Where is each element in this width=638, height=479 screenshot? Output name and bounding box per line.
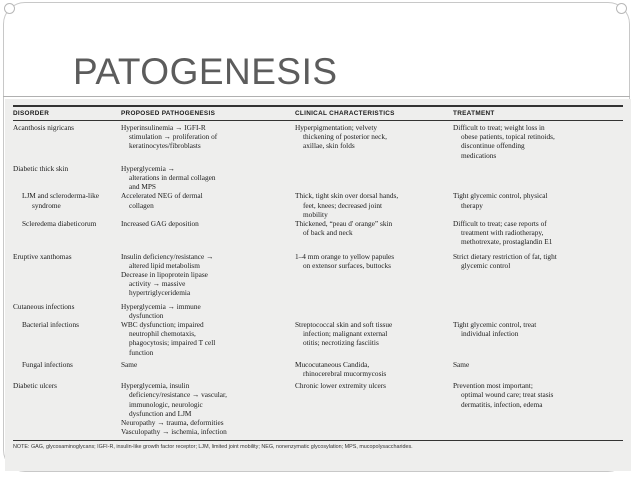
treatment-cell [453,164,603,192]
disorder-label: Diabetic thick skin [13,163,69,173]
table-row [13,191,623,219]
clinical-line: Chronic lower extremity ulcers [295,381,386,391]
disorder-label: Acanthosis nigricans [13,123,74,132]
clinical-line: Mucocutaneous Candida, [295,359,370,369]
clinical-line: Hyperpigmentation; velvety [295,123,378,132]
treatment-cell [453,302,603,320]
pathogenesis-line: Same [121,359,138,369]
table-row [13,302,623,320]
pathogenesis-line: Vasculopathy → ischemia, infection [121,427,227,437]
pathogenesis-line: dysfunction [129,310,164,320]
treatment-cell [453,123,603,160]
table-row [13,252,623,298]
pathogenesis-line: dysfunction and LJM [129,408,192,418]
pathogenesis-line: WBC dysfunction; impaired [121,320,204,330]
table-row [13,320,623,357]
header-clinical: CLINICAL CHARACTERISTICS [295,109,395,117]
clinical-line: of back and neck [303,228,353,238]
disorder-cell [13,164,121,192]
slide-title: PATOGENESIS [73,51,338,92]
treatment-cell [453,360,603,378]
treatment-line: therapy [461,200,483,210]
clinical-line: Streptococcal skin and soft tissue [295,320,393,330]
treatment-line: Same [453,359,470,369]
disorder-cell [13,123,121,160]
header-disorder: DISORDER [13,109,50,117]
pathogenesis-cell [121,360,295,378]
pathogenesis-cell [121,219,295,247]
clinical-line: rhinocerebral mucormycosis [303,369,387,379]
clinical-cell [295,191,453,219]
clinical-line: axillae, skin folds [303,141,355,151]
pathogenesis-line: keratinocytes/fibroblasts [129,141,201,151]
clinical-line: Thick, tight skin over dorsal hands, [295,191,399,201]
disorder-label: Scleredema diabeticorum [22,219,97,229]
pathogenesis-line: Accelerated NEG of dermal [121,191,203,201]
clinical-cell [295,320,453,357]
frame-corner-dot [4,3,15,14]
clinical-cell [295,252,453,298]
disorder-label: Fungal infections [22,359,73,369]
pathogenesis-line: alterations in dermal collagen [129,173,216,183]
treatment-line: treatment with radiotherapy, [461,228,544,238]
treatment-line: glycemic control [461,260,511,270]
disorder-cell [13,219,121,247]
treatment-line: individual infection [461,329,519,339]
table-header-row [13,107,623,120]
table-body [13,121,623,437]
pathogenesis-line: Hyperinsulinemia → IGFI-R [121,123,206,132]
treatment-cell [453,320,603,357]
disorder-label: Bacterial infections [22,320,79,330]
clinical-line: Thickened, “peau d' orange” skin [295,219,393,229]
pathogenesis-table [5,99,631,471]
pathogenesis-line: immunologic, neurologic [129,399,203,409]
pathogenesis-cell [121,252,295,298]
treatment-line: Difficult to treat; weight loss in [453,123,545,132]
table-row [13,219,623,247]
clinical-cell [295,164,453,192]
treatment-line: obese patients, topical retinoids, [461,132,555,142]
disorder-cell [13,302,121,320]
pathogenesis-line: Insulin deficiency/resistance → [121,251,214,261]
disorder-label: LJM and scleroderma-like syndrome [22,191,99,210]
table-row [13,164,623,192]
pathogenesis-line: Decrease in lipoprotein lipase [121,270,208,280]
clinical-cell [295,381,453,436]
disorder-label: Eruptive xanthomas [13,251,72,261]
pathogenesis-line: hypertriglyceridemia [129,288,191,298]
treatment-line: discontinue offending [461,141,525,151]
disorder-cell [13,191,121,219]
pathogenesis-line: Hyperglycemia, insulin [121,381,190,391]
clinical-line: infection; malignant external [303,329,388,339]
pathogenesis-cell [121,164,295,192]
pathogenesis-cell [121,320,295,357]
disorder-cell [13,381,121,436]
disorder-cell [13,320,121,357]
pathogenesis-line: activity → massive [129,279,186,289]
treatment-line: Prevention most important; [453,381,533,391]
pathogenesis-line: stimulation → proliferation of [129,132,218,142]
treatment-line: Tight glycemic control, treat [453,320,537,330]
pathogenesis-line: phagocytosis; impaired T cell [129,338,216,348]
pathogenesis-line: altered lipid metabolism [129,260,200,270]
frame-corner-dot [616,3,627,14]
pathogenesis-line: function [129,347,154,357]
clinical-cell [295,302,453,320]
pathogenesis-line: neutrophil chemotaxis, [129,329,196,339]
clinical-line: thickening of posterior neck, [303,132,387,142]
title-divider [3,96,630,97]
pathogenesis-cell [121,191,295,219]
disorder-label: Diabetic ulcers [13,381,57,391]
treatment-cell [453,219,603,247]
clinical-cell [295,219,453,247]
pathogenesis-line: deficiency/resistance → vascular, [129,390,227,400]
clinical-line: mobility [303,209,328,219]
pathogenesis-line: Neuropathy → trauma, deformities [121,418,224,428]
treatment-cell [453,252,603,298]
pathogenesis-line: collagen [129,200,154,210]
pathogenesis-line: Increased GAG deposition [121,219,199,229]
table-row [13,381,623,436]
clinical-line: 1–4 mm orange to yellow papules [295,251,395,261]
treatment-line: dermatitis, infection, edema [461,399,543,409]
header-treatment: TREATMENT [453,109,495,117]
treatment-line: optimal wound care; treat stasis [461,390,554,400]
treatment-line: Strict dietary restriction of fat, tight [453,251,557,261]
pathogenesis-cell [121,381,295,436]
table-footnote: NOTE: GAG, glycosaminoglycans; IGFI-R, insulin-like growth factor receptor; LJM, limited joint mobility; NEG, nonenzymatic glycosylation; MPS, mucopolysaccharides. [13,440,623,450]
table-row [13,123,623,160]
pathogenesis-line: Hyperglycemia → [121,163,175,173]
disorder-label: Cutaneous infections [13,301,75,311]
pathogenesis-line: and MPS [129,182,156,192]
clinical-line: otitis; necrotizing fasciitis [303,338,379,348]
clinical-cell [295,123,453,160]
treatment-line: medications [461,150,497,160]
pathogenesis-line: Hyperglycemia → immune [121,301,201,311]
clinical-line: feet, knees; decreased joint [303,200,383,210]
table-row [13,360,623,378]
header-pathogenesis: PROPOSED PATHOGENESIS [121,109,216,117]
pathogenesis-cell [121,302,295,320]
treatment-line: Difficult to treat; case reports of [453,219,547,229]
clinical-cell [295,360,453,378]
disorder-cell [13,360,121,378]
treatment-line: Tight glycemic control, physical [453,191,548,201]
treatment-cell [453,381,603,436]
treatment-cell [453,191,603,219]
treatment-line: methotrexate, prostaglandin E1 [461,237,553,247]
pathogenesis-cell [121,123,295,160]
clinical-line: on extensor surfaces, buttocks [303,260,391,270]
disorder-cell [13,252,121,298]
